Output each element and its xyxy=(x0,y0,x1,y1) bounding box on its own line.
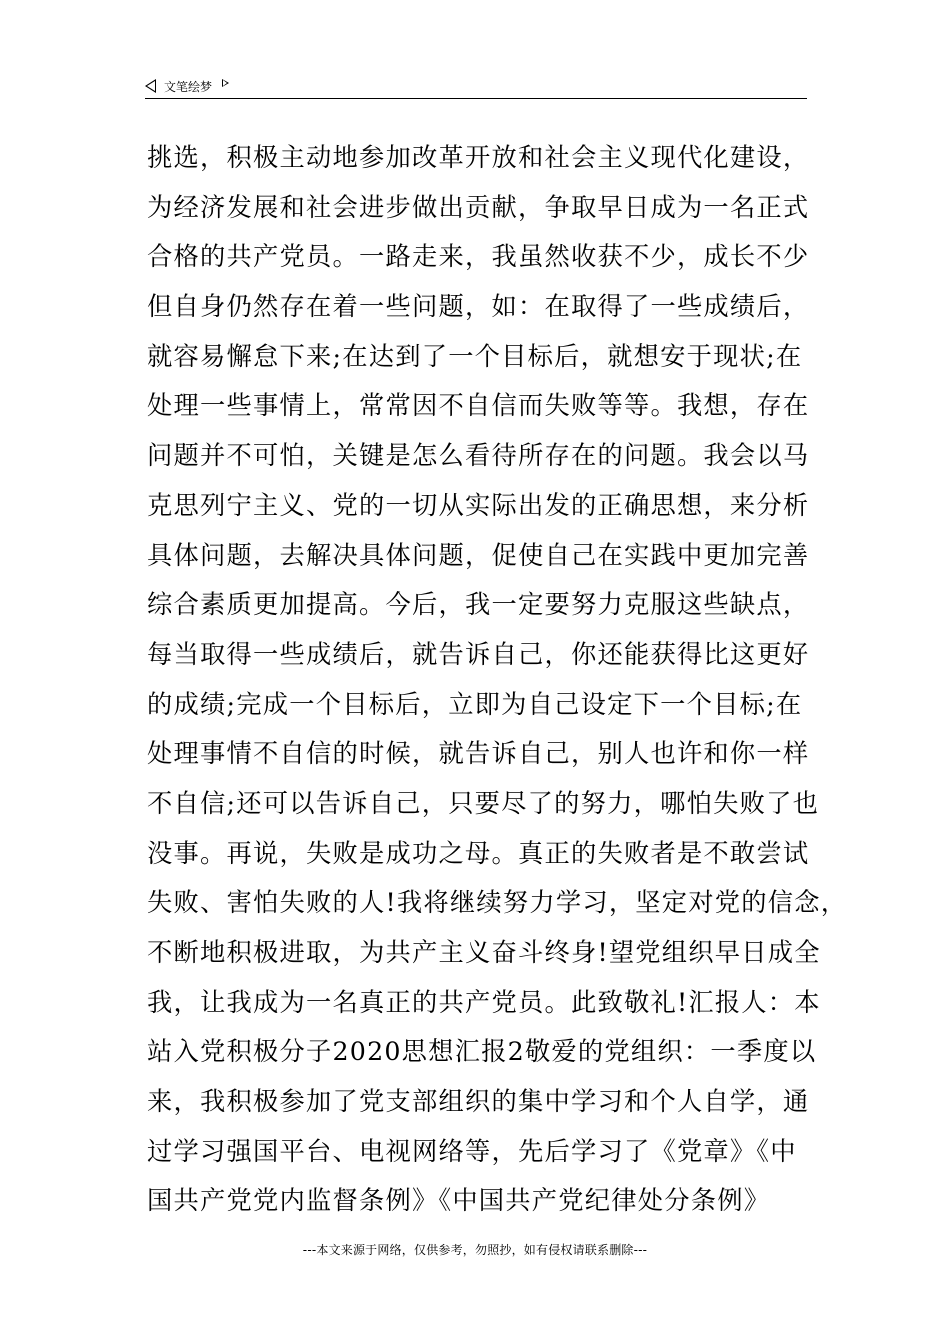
text-line: 国共产党党内监督条例》《中国共产党纪律处分条例》 xyxy=(147,1186,771,1216)
text-line: 过学习强国平台、电视网络等，先后学习了《党章》《中 xyxy=(147,1136,797,1166)
page-header xyxy=(145,74,807,98)
text-line: 没事。再说，失败是成功之母。真正的失败者是不敢尝试 xyxy=(147,838,810,868)
triangle-left-icon xyxy=(145,79,156,93)
text-line: 为经济发展和社会进步做出贡献，争取早日成为一名正式 xyxy=(147,192,810,222)
text-line: 每当取得一些成绩后，就告诉自己，你还能获得比这更好 xyxy=(147,639,810,669)
footer-disclaimer: ---本文来源于网络，仅供参考，勿照抄，如有侵权请联系删除--- xyxy=(302,1243,648,1257)
text-line: 处理事情不自信的时候，就告诉自己，别人也许和你一样 xyxy=(147,739,810,769)
text-line: 克思列宁主义、党的一切从实际出发的正确思想，来分析 xyxy=(147,490,810,520)
text-line: 但自身仍然存在着一些问题，如：在取得了一些成绩后， xyxy=(147,292,810,322)
text-line: 不自信;还可以告诉自己，只要尽了的努力，哪怕失败了也 xyxy=(147,788,820,818)
text-line: 失败、害怕失败的人!我将继续努力学习，坚定对党的信念， xyxy=(147,888,848,918)
header-title: 文笔绘梦 xyxy=(164,79,213,94)
document-body xyxy=(147,133,848,1226)
text-line: 我，让我成为一名真正的共产党员。此致敬礼!汇报人：本 xyxy=(147,987,821,1017)
text-line: 问题并不可怕，关键是怎么看待所存在的问题。我会以马 xyxy=(147,441,810,471)
text-line: 具体问题，去解决具体问题，促使自己在实践中更加完善 xyxy=(147,540,810,570)
text-line: 合格的共产党员。一路走来，我虽然收获不少，成长不少 xyxy=(147,242,810,272)
text-line: 综合素质更加提高。今后，我一定要努力克服这些缺点， xyxy=(147,590,810,620)
header-divider xyxy=(145,98,807,99)
triangle-right-icon xyxy=(222,79,229,87)
text-line: 处理一些事情上，常常因不自信而失败等等。我想，存在 xyxy=(147,391,810,421)
text-line: 不断地积极进取，为共产主义奋斗终身!望党组织早日成全 xyxy=(147,938,821,967)
text-line: 站入党积极分子2020思想汇报2敬爱的党组织：一季度以 xyxy=(147,1037,817,1067)
text-line: 的成绩;完成一个目标后，立即为自己设定下一个目标;在 xyxy=(147,689,803,719)
text-line: 挑选，积极主动地参加改革开放和社会主义现代化建设， xyxy=(147,143,810,172)
text-line: 来，我积极参加了党支部组织的集中学习和个人自学，通 xyxy=(147,1087,810,1117)
text-line: 就容易懈怠下来;在达到了一个目标后，就想安于现状;在 xyxy=(147,341,803,371)
